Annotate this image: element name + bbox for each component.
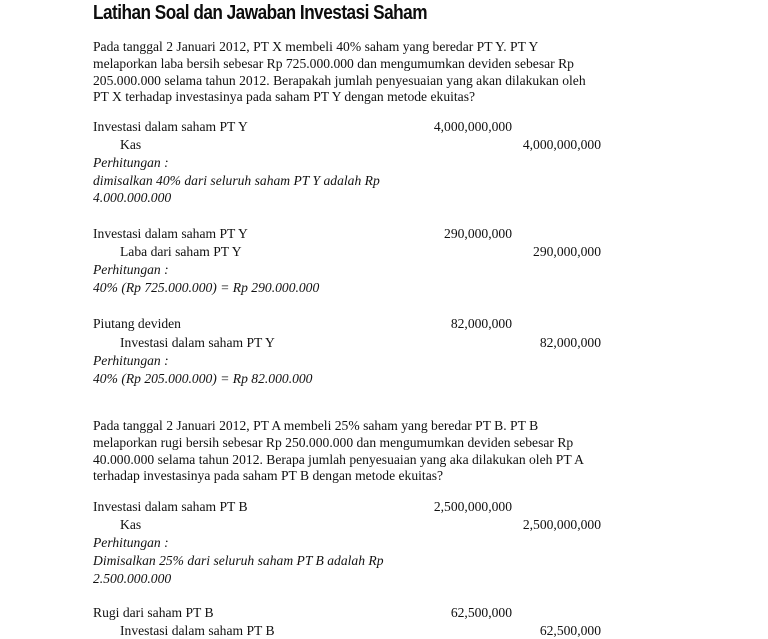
calc-label: Perhitungan : — [93, 262, 169, 277]
credit-amount: 2,500,000,000 — [522, 517, 601, 532]
question-2-line: terhadap investasinya pada saham PT B dengan metode ekuitas? — [93, 468, 444, 484]
credit-amount: 4,000,000,000 — [522, 137, 601, 152]
credit-account: Kas — [120, 137, 142, 152]
debit-amount: 2,500,000,000 — [433, 499, 512, 514]
credit-amount: 82,000,000 — [539, 335, 601, 350]
debit-amount: 82,000,000 — [450, 316, 512, 331]
calc-line: 4.000.000.000 — [93, 190, 172, 205]
page-title: Latihan Soal dan Jawaban Investasi Saham — [93, 2, 428, 24]
credit-account: Investasi dalam saham PT Y — [120, 335, 275, 350]
question-1-line: melaporkan laba bersih sebesar Rp 725.000.000 dan mengumumkan deviden sebesar Rp — [93, 55, 574, 71]
debit-account: Investasi dalam saham PT Y — [93, 226, 248, 241]
credit-amount: 290,000,000 — [533, 244, 601, 259]
credit-account: Investasi dalam saham PT B — [120, 623, 275, 638]
calc-line: 2.500.000.000 — [93, 571, 172, 586]
question-2-line: Pada tanggal 2 Januari 2012, PT A membeli 25% saham yang beredar PT B. PT B — [93, 418, 539, 433]
calc-line: 40% (Rp 205.000.000) = Rp 82.000.000 — [93, 371, 313, 386]
calc-line: Dimisalkan 25% dari seluruh saham PT B adalah Rp — [93, 553, 384, 568]
question-1-line: Pada tanggal 2 Januari 2012, PT X membeli 40% saham yang beredar PT Y. PT Y — [93, 39, 539, 54]
debit-amount: 4,000,000,000 — [433, 119, 512, 134]
debit-amount: 62,500,000 — [450, 605, 512, 620]
credit-account: Kas — [120, 517, 142, 532]
debit-amount: 290,000,000 — [444, 226, 512, 241]
debit-account: Investasi dalam saham PT B — [93, 499, 248, 514]
debit-account: Investasi dalam saham PT Y — [93, 119, 248, 134]
calc-line: dimisalkan 40% dari seluruh saham PT Y adalah Rp — [93, 173, 380, 188]
credit-account: Laba dari saham PT Y — [120, 244, 242, 259]
calc-label: Perhitungan : — [93, 353, 169, 368]
question-1-text — [93, 39, 673, 106]
credit-amount: 62,500,000 — [539, 623, 601, 638]
calc-label: Perhitungan : — [93, 535, 169, 550]
debit-account: Rugi dari saham PT B — [93, 605, 214, 620]
calc-line: 40% (Rp 725.000.000) = Rp 290.000.000 — [93, 280, 320, 295]
question-1-line: 205.000.000 selama tahun 2012. Berapakah jumlah penyesuaian yang akan dilakukan oleh — [93, 72, 586, 88]
calc-label: Perhitungan : — [93, 155, 169, 170]
debit-account: Piutang deviden — [93, 316, 181, 331]
question-1-line: PT X terhadap investasinya pada saham PT Y dengan metode ekuitas? — [93, 89, 476, 105]
question-2-line: melaporkan rugi bersih sebesar Rp 250.000.000 dan mengumumkan deviden sebesar Rp — [93, 434, 574, 450]
question-2-line: 40.000.000 selama tahun 2012. Berapa jumlah penyesuaian yang aka dilakukan oleh PT A — [93, 451, 584, 467]
question-2-text — [93, 418, 673, 485]
